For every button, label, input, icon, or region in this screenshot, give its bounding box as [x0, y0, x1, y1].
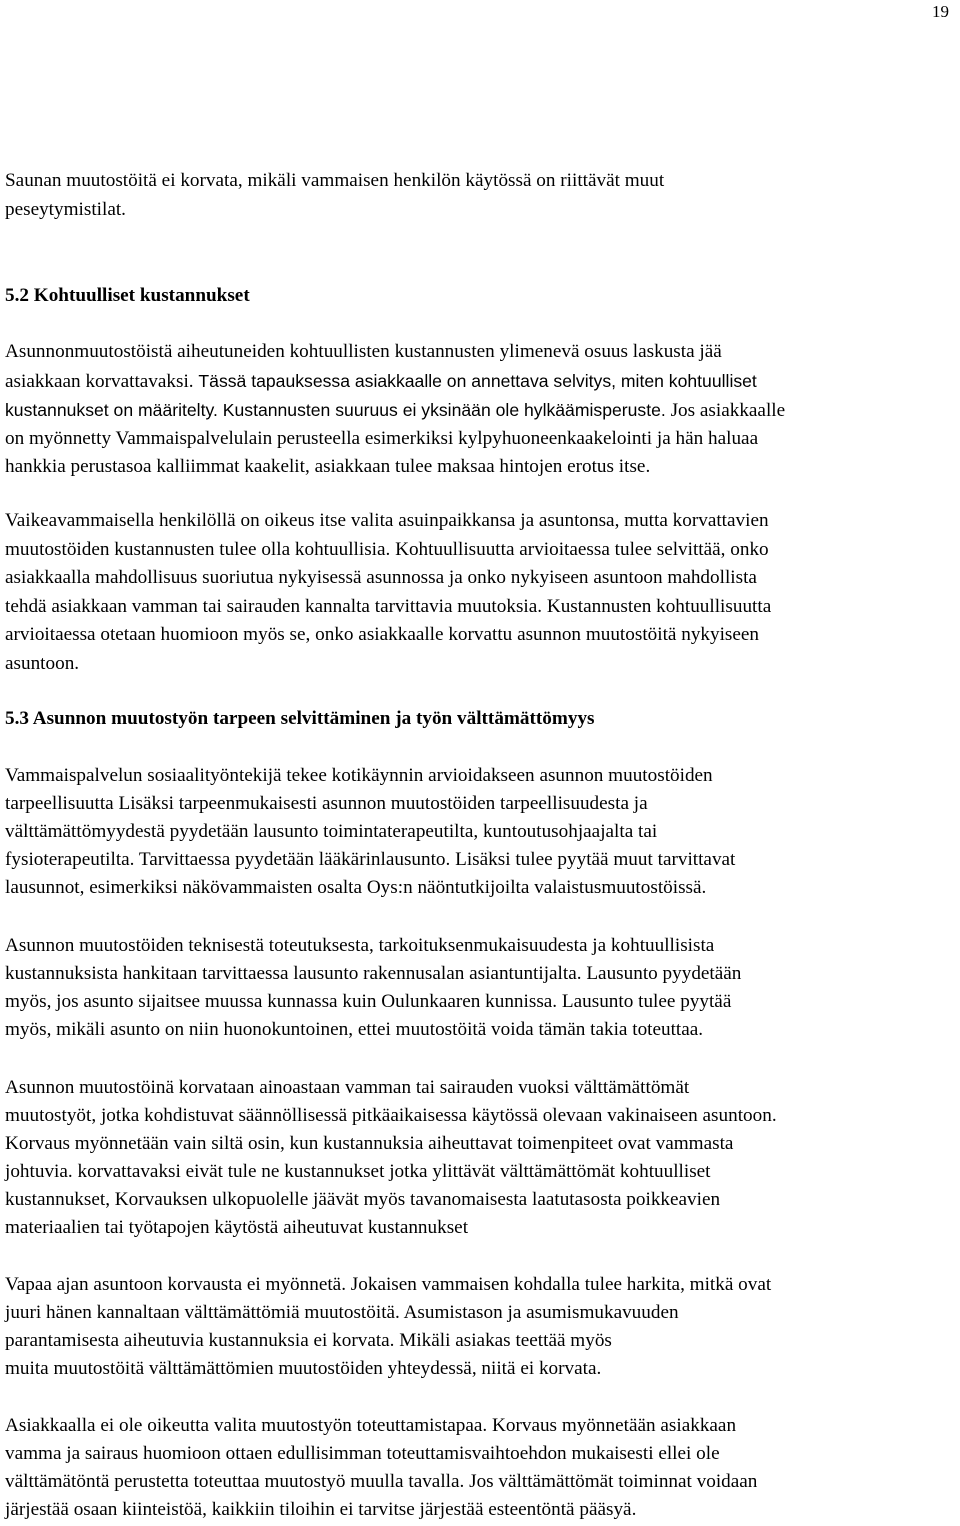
- page-number: 19: [932, 2, 949, 21]
- paragraph-line: Saunan muutostöitä ei korvata, mikäli vammaisen henkilön käytössä on riittävät muut: [5, 170, 665, 191]
- paragraph-line: asiakkaalla mahdollisuus suoriutua nykyisessä asunnossa ja onko nykyiseen asuntoon mahdollista: [5, 567, 757, 588]
- paragraph-line: vamma ja sairaus huomioon ottaen edullisimman toteuttamisvaihtoehdon mukaisesti ellei ole: [5, 1443, 720, 1464]
- text-segment: Tässä tapauksessa asiakkaalle on annettava selvitys, miten kohtuulliset: [198, 371, 757, 391]
- paragraph-line: Korvaus myönnetään vain siltä osin, kun kustannuksia aiheuttavat toimenpiteet ovat vammasta: [5, 1133, 734, 1154]
- paragraph-line: kustannukset, Korvauksen ulkopuolelle jäävät myös tavanomaisesta laatutasosta poikkeavien: [5, 1189, 721, 1210]
- paragraph-line: välttämättömyydestä pyydetään lausunto toimintaterapeutilta, kuntoutusohjaajalta tai: [5, 821, 658, 842]
- paragraph-line: materiaalien tai työtapojen käytöstä aiheutuvat kustannukset: [5, 1217, 469, 1238]
- text-segment: kustannukset on määritelty. Kustannusten suuruus ei yksinään ole hylkäämisperuste.: [5, 400, 666, 420]
- paragraph-line: asuntoon.: [5, 653, 80, 674]
- paragraph-line: Vaikeavammaisella henkilöllä on oikeus itse valita asuinpaikkansa ja asuntonsa, mutta korvattavien: [5, 510, 769, 531]
- paragraph-line: Vapaa ajan asuntoon korvausta ei myönnetä. Jokaisen vammaisen kohdalla tulee harkita, mitkä ovat: [5, 1274, 772, 1295]
- paragraph-line: johtuvia. korvattavaksi eivät tule ne kustannukset jotka ylittävät välttämättömät kohtuulliset: [5, 1161, 711, 1182]
- text-segment: Jos asiakkaalle: [665, 400, 786, 421]
- paragraph-line: kustannuksista hankitaan tarvittaessa lausunto rakennusalan asiantuntijalta. Lausunto pyydetään: [5, 963, 742, 984]
- section-heading: 5.2 Kohtuulliset kustannukset: [5, 285, 250, 306]
- paragraph-line: myös, jos asunto sijaitsee muussa kunnassa kuin Oulunkaaren kunnissa. Lausunto tulee pyytää: [5, 991, 732, 1012]
- paragraph-line: parantamisesta aiheutuvia kustannuksia ei korvata. Mikäli asiakas teettää myös: [5, 1330, 612, 1351]
- paragraph-line: muutostöiden kustannusten tulee olla kohtuullisia. Kohtuullisuutta arvioitaessa tulee selvittää, onko: [5, 539, 769, 560]
- paragraph-line: hankkia perustasoa kalliimmat kaakelit, asiakkaan tulee maksaa hintojen erotus itse.: [5, 456, 651, 477]
- paragraph-line: järjestää osaan kiinteistöä, kaikkiin tiloihin ei tarvitse järjestää esteentöntä pääsyä.: [5, 1499, 637, 1520]
- text-segment: asiakkaan korvattavaksi.: [5, 371, 199, 392]
- paragraph-line: arvioitaessa otetaan huomioon myös se, onko asiakkaalle korvattu asunnon muutostöitä nykyiseen: [5, 624, 760, 645]
- paragraph-line: juuri hänen kannaltaan välttämättömiä muutostöitä. Asumistason ja asumismukavuuden: [5, 1302, 679, 1323]
- paragraph-line: fysioterapeutilta. Tarvittaessa pyydetään lääkärinlausunto. Lisäksi tulee pyytää muut tarvittavat: [5, 849, 736, 870]
- paragraph-line: [5, 367, 757, 397]
- paragraph-line: muita muutostöitä välttämättömien muutostöiden yhteydessä, niitä ei korvata.: [5, 1358, 602, 1379]
- paragraph-line: Asunnonmuutostöistä aiheutuneiden kohtuullisten kustannusten ylimenevä osuus laskusta jää: [5, 341, 722, 362]
- paragraph-line: Asunnon muutostöinä korvataan ainoastaan vamman tai sairauden vuoksi välttämättömät: [5, 1077, 690, 1098]
- paragraph-line: [5, 396, 785, 426]
- paragraph-line: myös, mikäli asunto on niin huonokuntoinen, ettei muutostöitä voida tämän takia toteuttaa.: [5, 1019, 704, 1040]
- paragraph-line: Vammaispalvelun sosiaalityöntekijä tekee kotikäynnin arvioidakseen asunnon muutostöiden: [5, 765, 713, 786]
- paragraph-line: Asiakkaalla ei ole oikeutta valita muutostyön toteuttamistapaa. Korvaus myönnetään asiakkaan: [5, 1415, 737, 1436]
- paragraph-line: Asunnon muutostöiden teknisestä toteutuksesta, tarkoituksenmukaisuudesta ja kohtuullisista: [5, 935, 715, 956]
- paragraph-line: muutostyöt, jotka kohdistuvat säännöllisessä pitkäaikaisessa käytössä olevaan vakinaiseen asuntoon.: [5, 1105, 777, 1126]
- paragraph-line: lausunnot, esimerkiksi näkövammaisten osalta Oys:n näöntutkijoilta valaistusmuutostöissä.: [5, 877, 707, 898]
- paragraph-line: on myönnetty Vammaispalvelulain perusteella esimerkiksi kylpyhuoneenkaakelointi ja hän haluaa: [5, 428, 759, 449]
- section-heading: 5.3 Asunnon muutostyön tarpeen selvittäminen ja työn välttämättömyys: [5, 708, 595, 729]
- paragraph-line: tarpeellisuutta Lisäksi tarpeenmukaisesti asunnon muutostöiden tarpeellisuudesta ja: [5, 793, 648, 814]
- paragraph-line: välttämätöntä perustetta toteuttaa muutostyö muulla tavalla. Jos välttämättömät toiminnat voidaan: [5, 1471, 758, 1492]
- paragraph-line: tehdä asiakkaan vamman tai sairauden kannalta tarvittavia muutoksia. Kustannusten kohtuullisuutta: [5, 596, 772, 617]
- paragraph-line: peseytymistilat.: [5, 199, 126, 220]
